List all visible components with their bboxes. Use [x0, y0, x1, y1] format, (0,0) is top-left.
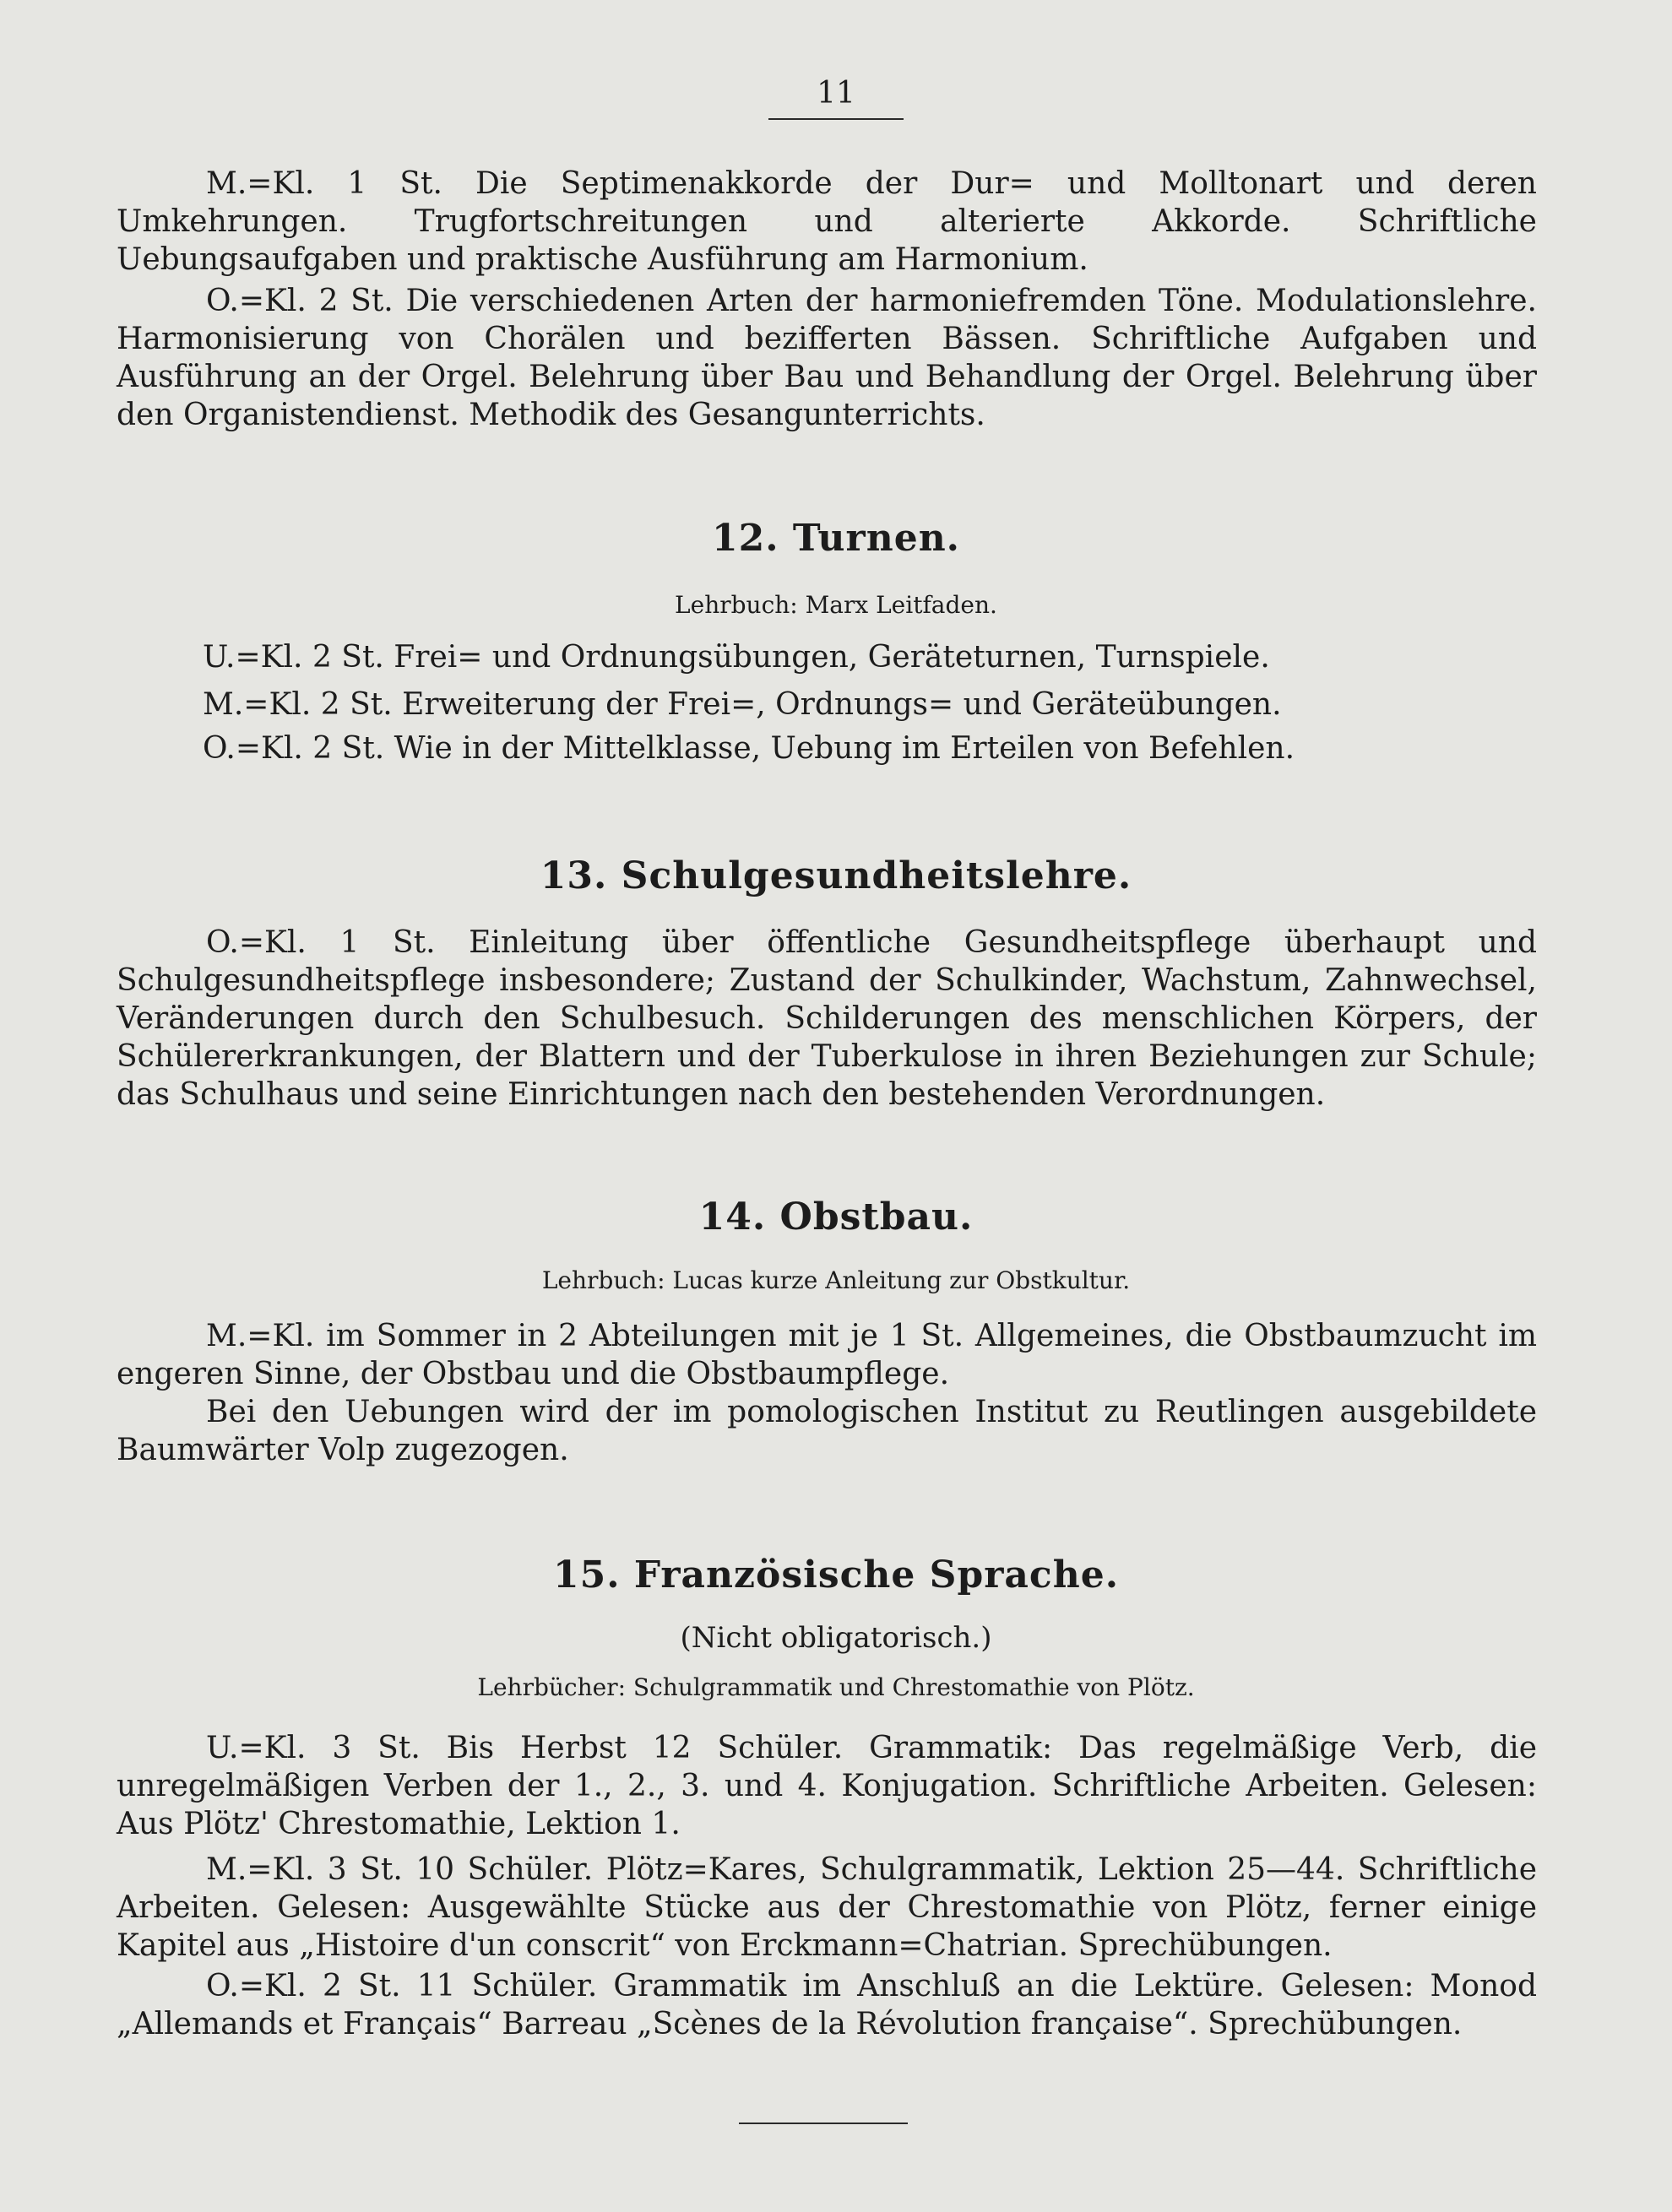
franzoesisch-unterklasse-paragraph: U.=Kl. 3 St. Bis Herbst 12 Schüler. Grammatik: Das regelmäßige Verb, die unregelmäßigen Verben der 1., 2., 3. und 4. Konjugation. Schriftliche Arbeiten. Gelesen: Aus Plötz' Chrestomathie, Lektion 1.	[117, 1731, 1537, 1841]
section-heading-franzoesisch: 15. Französische Sprache.	[552, 1553, 1120, 1597]
turnen-mittelklasse-line: M.=Kl. 2 St. Erweiterung der Frei=, Ordnungs= und Geräteübungen.	[203, 687, 1282, 722]
page-number-rule	[768, 118, 904, 120]
schulgesundheit-paragraph: O.=Kl. 1 St. Einleitung über öffentliche Gesundheitspflege überhaupt und Schulgesundheitspflege insbesondere; Zustand der Schulkinder, Wachstum, Zahnwechsel, Veränderungen durch den Schulbesuch. Schilderungen des menschlichen Körpers, der Schülererkrankungen, der Blattern und der Tuberkulose in ihren Beziehungen zur Schule; das Schulhaus und seine Einrichtungen nach den bestehenden Verordnungen.	[117, 925, 1537, 1112]
obstbau-uebungen-paragraph: Bei den Uebungen wird der im pomologischen Institut zu Reutlingen ausgebildete Baumwärter Volp zugezogen.	[117, 1395, 1537, 1467]
section-heading-obstbau: 14. Obstbau.	[698, 1195, 974, 1239]
section-heading-turnen: 12. Turnen.	[711, 517, 961, 560]
franzoesisch-textbook: Lehrbücher: Schulgrammatik und Chrestomathie von Plötz.	[477, 1673, 1195, 1701]
page-number: 11	[817, 76, 855, 111]
closing-rule	[739, 2123, 908, 2124]
franzoesisch-mittelklasse-paragraph: M.=Kl. 3 St. 10 Schüler. Plötz=Kares, Schulgrammatik, Lektion 25—44. Schriftliche Arbeiten. Gelesen: Ausgewählte Stücke aus der Chrestomathie von Plötz, ferner einige Kapitel aus „Histoire d'un conscrit“ von Erckmann=Chatrian. Sprechübungen.	[117, 1852, 1537, 1963]
obstbau-textbook: Lehrbuch: Lucas kurze Anleitung zur Obstkultur.	[541, 1266, 1131, 1294]
turnen-textbook: Lehrbuch: Marx Leitfaden.	[675, 591, 997, 619]
franzoesisch-note: (Nicht obligatorisch.)	[680, 1621, 992, 1655]
harmony-mittelklasse-paragraph: M.=Kl. 1 St. Die Septimenakkorde der Dur= und Molltonart und deren Umkehrungen. Trugfortschreitungen und alterierte Akkorde. Schriftliche Uebungsaufgaben und praktische Ausführung am Harmonium.	[117, 166, 1537, 277]
section-heading-schulgesundheitslehre: 13. Schulgesundheitslehre.	[540, 854, 1132, 897]
obstbau-mittelklasse-paragraph: M.=Kl. im Sommer in 2 Abteilungen mit je 1 St. Allgemeines, die Obstbaumzucht im engeren Sinne, der Obstbau und die Obstbaumpflege.	[117, 1319, 1537, 1391]
harmony-oberklasse-paragraph: O.=Kl. 2 St. Die verschiedenen Arten der harmoniefremden Töne. Modulationslehre. Harmonisierung von Chorälen und bezifferten Bässen. Schriftliche Aufgaben und Ausführung an der Orgel. Belehrung über Bau und Behandlung der Orgel. Belehrung über den Organistendienst. Methodik des Gesangunterrichts.	[117, 284, 1537, 432]
turnen-oberklasse-line: O.=Kl. 2 St. Wie in der Mittelklasse, Uebung im Erteilen von Befehlen.	[203, 731, 1295, 766]
franzoesisch-oberklasse-paragraph: O.=Kl. 2 St. 11 Schüler. Grammatik im Anschluß an die Lektüre. Gelesen: Monod „Allemands et Français“ Barreau „Scènes de la Révolution française“. Sprechübungen.	[117, 1969, 1537, 2041]
turnen-unterklasse-line: U.=Kl. 2 St. Frei= und Ordnungsübungen, Geräteturnen, Turnspiele.	[203, 640, 1270, 675]
